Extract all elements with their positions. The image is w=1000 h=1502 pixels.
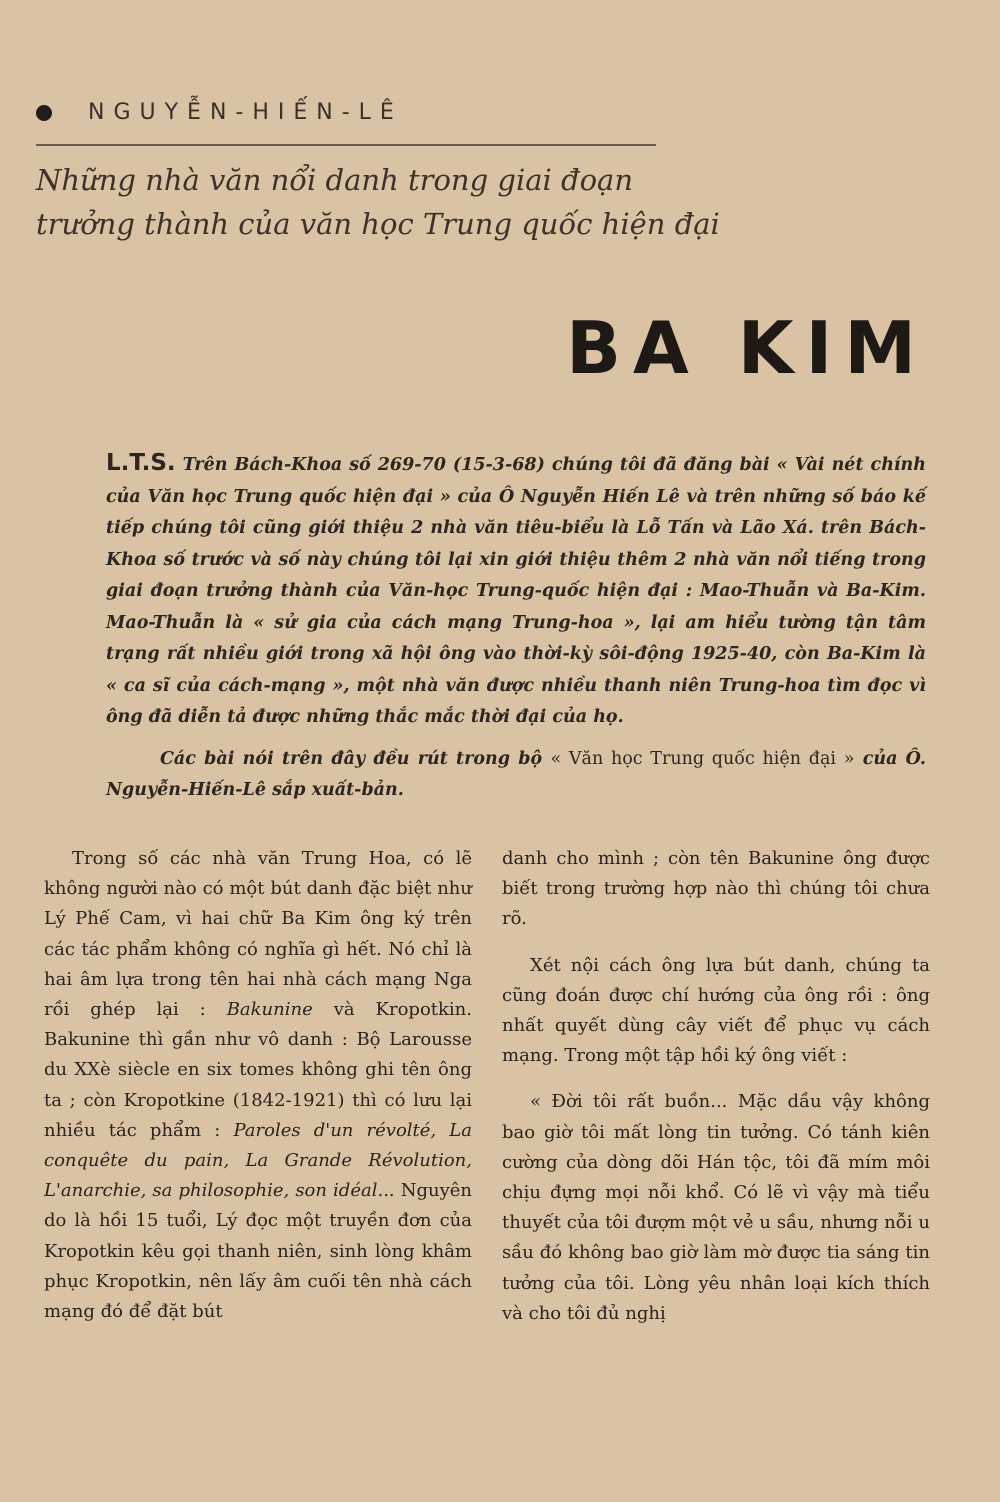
quote-paragraph: « Đời tôi rất buồn... Mặc dầu vậy không bao giờ tôi mất lòng tin tưởng. Có tánh kiên cường của dòng dõi Hán tộc, tôi đã mím môi chịu đựng mọi nỗi khổ. Có lẽ vì vậy mà tiểu thuyết của tôi đượm một vẻ u sầu, nhưng nỗi u sầu đó không bao giờ làm mờ được tia sáng tin tưởng của tôi. Lòng yêu nhân loại kích thích và cho tôi đủ nghị — [502, 1091, 930, 1324]
editor-note-source-a: Các bài nói trên đây đều rút trong bộ — [160, 748, 543, 769]
author-name: NGUYỄN-HIẾN-LÊ — [88, 100, 403, 125]
editor-note-text: Trên Bách-Khoa số 269-70 (15-3-68) chúng tôi đã đăng bài « Vài nét chính của Văn học Trung quốc hiện đại » của Ô Nguyễn Hiến Lê và trên những số báo kế tiếp chúng tôi cũng giới thiệu 2 nhà văn tiêu-biểu là Lỗ Tấn và Lão Xá. trên Bách-Khoa số trước và số này chúng tôi lại xin giới thiệu thêm 2 nhà văn nổi tiếng trong giai đoạn trưởng thành của Văn-học Trung-quốc hiện đại : Mao-Thuẫn và Ba-Kim. Mao-Thuẫn là « sử gia của cách mạng Trung-hoa », lại am hiểu tường tận tâm trạng rất nhiều giới trong xã hội ông vào thời-kỳ sôi-động 1925-40, còn Ba-Kim là « ca sĩ của cách-mạng », một nhà văn được nhiều thanh niên Trung-hoa tìm đọc vì ông đã diễn tả được những thắc mắc thời đại của họ. — [106, 455, 927, 727]
body-column-left — [44, 844, 472, 1327]
series-title-line-1: Những nhà văn nổi danh trong giai đoạn — [36, 163, 634, 197]
body-column-right — [502, 844, 930, 1329]
lts-label: L.T.S. — [106, 450, 176, 476]
body-text: Bakunine thì gần như vô danh : Bộ Larousse du XXè siècle en six tomes không ghi tên ông ta ; còn Kropotkine (1842-1921) thì có lưu lại nhiều tác phẩm : — [44, 1029, 472, 1141]
editor-note-paragraph-1 — [106, 448, 926, 734]
editor-note-paragraph-2 — [106, 744, 926, 807]
body-text: Trong số các nhà văn Trung Hoa, có lẽ không người nào có một bút danh đặc biệt như Lý Phế Cam, vì hai chữ Ba Kim ông ký trên các tác phẩm không có nghĩa gì hết. Nó chỉ là hai âm lựa trong tên hai nhà cách mạng Nga rồi ghép lại : — [44, 848, 472, 1021]
author-line — [36, 100, 403, 125]
article-title: BA KIM — [566, 306, 928, 390]
series-title — [36, 158, 756, 246]
body-paragraph — [44, 844, 472, 1327]
editor-note-source-c: của Ô. Nguyễn-Hiến-Lê sắp xuất-bản. — [106, 748, 926, 800]
body-paragraph: Xét nội cách ông lựa bút danh, chúng ta cũng đoán được chí hướng của ông rồi : ông nhất quyết dùng cây viết để phục vụ cách mạng. Trong một tập hồi ký ông viết : — [502, 954, 930, 1067]
body-text: Nguyên do là hồi 15 tuổi, Lý đọc một truyền đơn của Kropotkin kêu gọi thanh niên, sinh lòng khâm phục Kropotkin, nên lấy âm cuối tên nhà cách mạng đó để đặt bút — [44, 1180, 472, 1323]
body-text: và — [333, 999, 355, 1021]
bullet-icon — [36, 105, 52, 121]
header-rule — [36, 144, 656, 146]
body-text-italic: Bakunine — [226, 999, 313, 1021]
series-title-line-2: trưởng thành của văn học Trung quốc hiện đại — [36, 207, 720, 241]
editor-note — [106, 448, 926, 807]
body-paragraph: danh cho mình ; còn tên Bakunine ông được biết trong trường hợp nào thì chúng tôi chưa rõ. — [502, 848, 930, 930]
book-title: « Văn học Trung quốc hiện đại » — [550, 748, 855, 769]
works-list: Paroles d'un révolté, La conquête du pain, La Grande Révolution, L'anarchie, sa philosophie, son idéal... — [44, 1119, 472, 1202]
body-text: Kropotkin. — [375, 999, 472, 1021]
